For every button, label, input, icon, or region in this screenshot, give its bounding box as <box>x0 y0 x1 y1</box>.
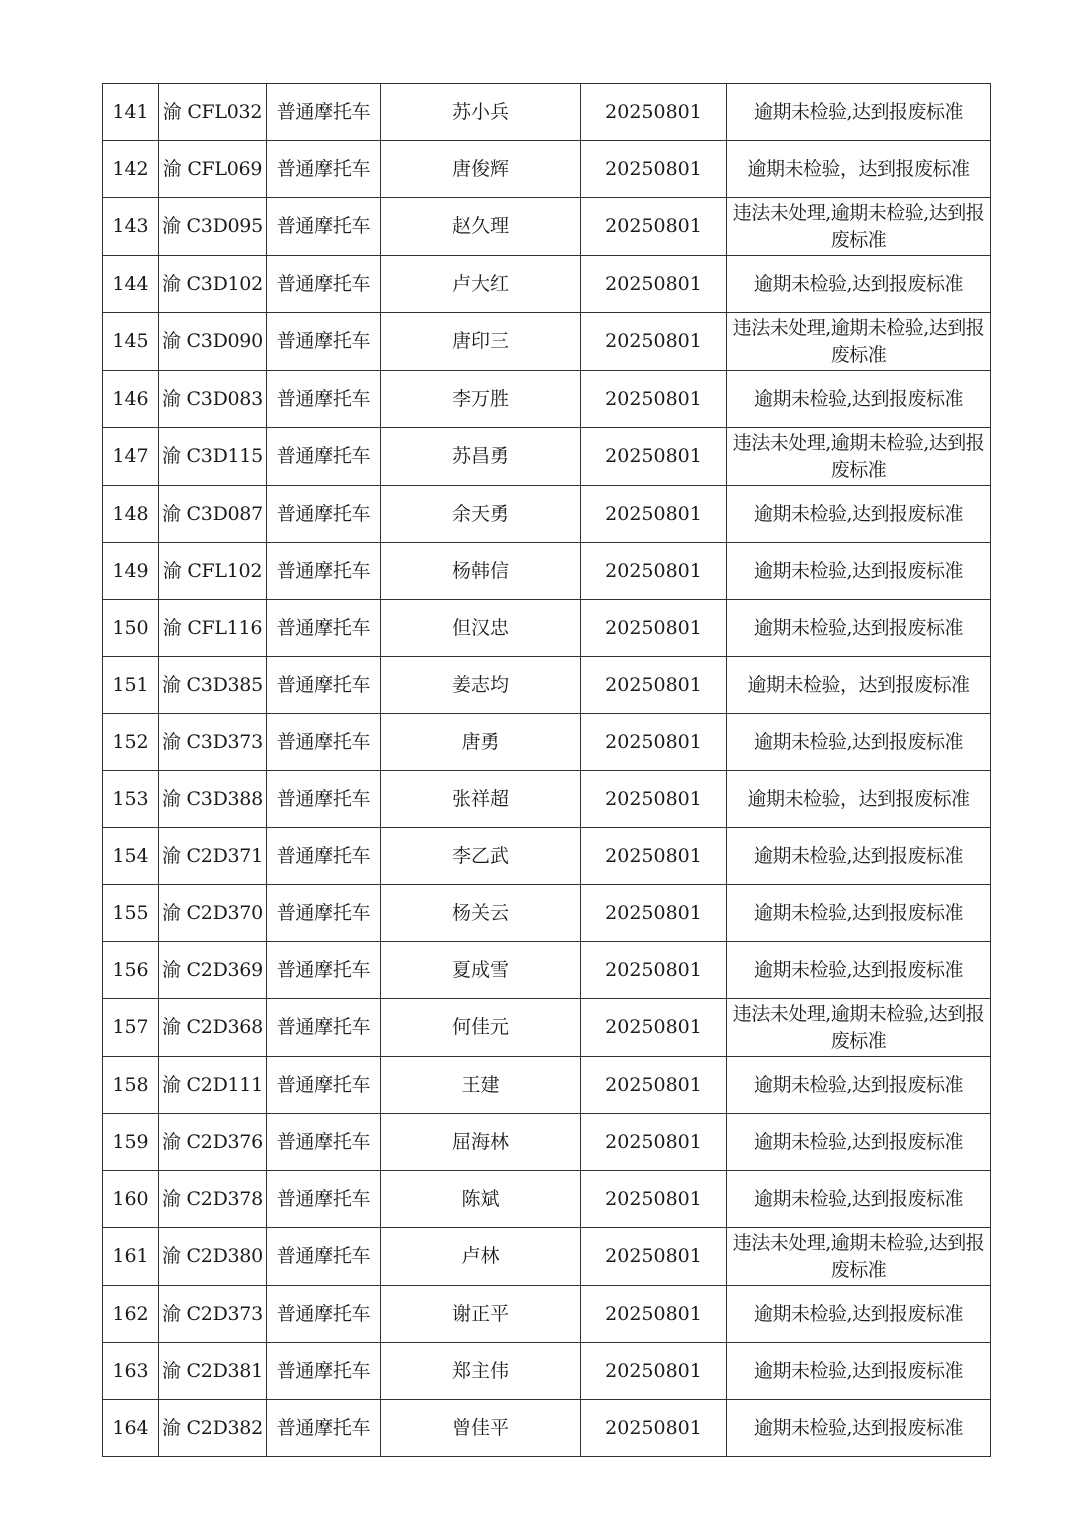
date-cell: 20250801 <box>581 428 727 486</box>
row-number-cell: 145 <box>103 313 159 371</box>
owner-name-cell: 谢正平 <box>381 1286 581 1343</box>
plate-number-cell: 渝 C2D370 <box>159 885 267 942</box>
reason-cell: 逾期未检验,达到报废标准 <box>727 1286 991 1343</box>
table-row <box>103 543 991 600</box>
reason-cell: 逾期未检验,达到报废标准 <box>727 714 991 771</box>
reason-cell: 逾期未检验,达到报废标准 <box>727 885 991 942</box>
row-number-cell: 143 <box>103 198 159 256</box>
owner-name-cell: 曾佳平 <box>381 1400 581 1457</box>
plate-number-cell: 渝 C3D388 <box>159 771 267 828</box>
owner-name-cell: 李万胜 <box>381 371 581 428</box>
vehicle-type-cell: 普通摩托车 <box>267 1400 381 1457</box>
reason-cell: 违法未处理,逾期未检验,达到报废标准 <box>727 1228 991 1286</box>
row-number-cell: 148 <box>103 486 159 543</box>
date-cell: 20250801 <box>581 828 727 885</box>
row-number-cell: 157 <box>103 999 159 1057</box>
row-number-cell: 164 <box>103 1400 159 1457</box>
vehicle-type-cell: 普通摩托车 <box>267 141 381 198</box>
table-row <box>103 256 991 313</box>
date-cell: 20250801 <box>581 84 727 141</box>
date-cell: 20250801 <box>581 942 727 999</box>
row-number-cell: 151 <box>103 657 159 714</box>
reason-cell: 逾期未检验，达到报废标准 <box>727 771 991 828</box>
reason-cell: 逾期未检验，达到报废标准 <box>727 141 991 198</box>
table-row <box>103 942 991 999</box>
date-cell: 20250801 <box>581 771 727 828</box>
plate-number-cell: 渝 C2D373 <box>159 1286 267 1343</box>
row-number-cell: 159 <box>103 1114 159 1171</box>
row-number-cell: 150 <box>103 600 159 657</box>
table-row <box>103 1171 991 1228</box>
vehicle-type-cell: 普通摩托车 <box>267 256 381 313</box>
vehicle-type-cell: 普通摩托车 <box>267 600 381 657</box>
table-row <box>103 714 991 771</box>
date-cell: 20250801 <box>581 198 727 256</box>
owner-name-cell: 卢大红 <box>381 256 581 313</box>
table-row <box>103 371 991 428</box>
date-cell: 20250801 <box>581 1228 727 1286</box>
date-cell: 20250801 <box>581 256 727 313</box>
plate-number-cell: 渝 C3D385 <box>159 657 267 714</box>
reason-cell: 逾期未检验,达到报废标准 <box>727 256 991 313</box>
reason-cell: 逾期未检验,达到报废标准 <box>727 1171 991 1228</box>
date-cell: 20250801 <box>581 999 727 1057</box>
row-number-cell: 161 <box>103 1228 159 1286</box>
row-number-cell: 158 <box>103 1057 159 1114</box>
vehicle-type-cell: 普通摩托车 <box>267 1057 381 1114</box>
vehicle-type-cell: 普通摩托车 <box>267 543 381 600</box>
plate-number-cell: 渝 C3D090 <box>159 313 267 371</box>
row-number-cell: 153 <box>103 771 159 828</box>
date-cell: 20250801 <box>581 1343 727 1400</box>
reason-cell: 逾期未检验,达到报废标准 <box>727 84 991 141</box>
owner-name-cell: 何佳元 <box>381 999 581 1057</box>
vehicle-type-cell: 普通摩托车 <box>267 1228 381 1286</box>
date-cell: 20250801 <box>581 1171 727 1228</box>
table-row <box>103 1114 991 1171</box>
owner-name-cell: 张祥超 <box>381 771 581 828</box>
row-number-cell: 142 <box>103 141 159 198</box>
vehicle-type-cell: 普通摩托车 <box>267 1343 381 1400</box>
owner-name-cell: 唐俊辉 <box>381 141 581 198</box>
table-row <box>103 141 991 198</box>
date-cell: 20250801 <box>581 313 727 371</box>
plate-number-cell: 渝 C3D095 <box>159 198 267 256</box>
plate-number-cell: 渝 C2D378 <box>159 1171 267 1228</box>
date-cell: 20250801 <box>581 600 727 657</box>
table-row <box>103 428 991 486</box>
reason-cell: 逾期未检验,达到报废标准 <box>727 543 991 600</box>
vehicle-type-cell: 普通摩托车 <box>267 999 381 1057</box>
plate-number-cell: 渝 CFL102 <box>159 543 267 600</box>
plate-number-cell: 渝 C2D111 <box>159 1057 267 1114</box>
date-cell: 20250801 <box>581 543 727 600</box>
vehicle-type-cell: 普通摩托车 <box>267 885 381 942</box>
date-cell: 20250801 <box>581 371 727 428</box>
owner-name-cell: 苏小兵 <box>381 84 581 141</box>
vehicle-type-cell: 普通摩托车 <box>267 486 381 543</box>
plate-number-cell: 渝 CFL069 <box>159 141 267 198</box>
row-number-cell: 162 <box>103 1286 159 1343</box>
plate-number-cell: 渝 CFL032 <box>159 84 267 141</box>
owner-name-cell: 余天勇 <box>381 486 581 543</box>
table-row <box>103 1286 991 1343</box>
owner-name-cell: 郑主伟 <box>381 1343 581 1400</box>
table-row <box>103 885 991 942</box>
reason-cell: 逾期未检验,达到报废标准 <box>727 486 991 543</box>
owner-name-cell: 唐勇 <box>381 714 581 771</box>
table-row <box>103 84 991 141</box>
plate-number-cell: 渝 C3D102 <box>159 256 267 313</box>
date-cell: 20250801 <box>581 1114 727 1171</box>
vehicle-type-cell: 普通摩托车 <box>267 828 381 885</box>
vehicle-type-cell: 普通摩托车 <box>267 428 381 486</box>
owner-name-cell: 李乙武 <box>381 828 581 885</box>
vehicle-type-cell: 普通摩托车 <box>267 1286 381 1343</box>
plate-number-cell: 渝 C2D369 <box>159 942 267 999</box>
reason-cell: 逾期未检验,达到报废标准 <box>727 942 991 999</box>
vehicle-type-cell: 普通摩托车 <box>267 714 381 771</box>
date-cell: 20250801 <box>581 1400 727 1457</box>
table-row <box>103 1343 991 1400</box>
row-number-cell: 149 <box>103 543 159 600</box>
row-number-cell: 144 <box>103 256 159 313</box>
row-number-cell: 146 <box>103 371 159 428</box>
owner-name-cell: 王建 <box>381 1057 581 1114</box>
plate-number-cell: 渝 C3D115 <box>159 428 267 486</box>
reason-cell: 逾期未检验，达到报废标准 <box>727 657 991 714</box>
table-row <box>103 1057 991 1114</box>
plate-number-cell: 渝 C3D087 <box>159 486 267 543</box>
table-body <box>103 84 991 1457</box>
table-row <box>103 1400 991 1457</box>
row-number-cell: 156 <box>103 942 159 999</box>
vehicle-type-cell: 普通摩托车 <box>267 313 381 371</box>
row-number-cell: 147 <box>103 428 159 486</box>
owner-name-cell: 苏昌勇 <box>381 428 581 486</box>
table-row <box>103 999 991 1057</box>
plate-number-cell: 渝 C2D371 <box>159 828 267 885</box>
vehicle-records-table <box>102 83 991 1457</box>
plate-number-cell: 渝 C2D382 <box>159 1400 267 1457</box>
date-cell: 20250801 <box>581 486 727 543</box>
owner-name-cell: 屈海林 <box>381 1114 581 1171</box>
date-cell: 20250801 <box>581 141 727 198</box>
reason-cell: 逾期未检验,达到报废标准 <box>727 828 991 885</box>
reason-cell: 逾期未检验,达到报废标准 <box>727 600 991 657</box>
plate-number-cell: 渝 C2D376 <box>159 1114 267 1171</box>
vehicle-type-cell: 普通摩托车 <box>267 1114 381 1171</box>
owner-name-cell: 但汉忠 <box>381 600 581 657</box>
date-cell: 20250801 <box>581 885 727 942</box>
row-number-cell: 155 <box>103 885 159 942</box>
plate-number-cell: 渝 C2D380 <box>159 1228 267 1286</box>
owner-name-cell: 卢林 <box>381 1228 581 1286</box>
owner-name-cell: 夏成雪 <box>381 942 581 999</box>
row-number-cell: 160 <box>103 1171 159 1228</box>
owner-name-cell: 杨韩信 <box>381 543 581 600</box>
reason-cell: 违法未处理,逾期未检验,达到报废标准 <box>727 198 991 256</box>
vehicle-type-cell: 普通摩托车 <box>267 657 381 714</box>
date-cell: 20250801 <box>581 714 727 771</box>
reason-cell: 逾期未检验,达到报废标准 <box>727 371 991 428</box>
plate-number-cell: 渝 C2D381 <box>159 1343 267 1400</box>
row-number-cell: 163 <box>103 1343 159 1400</box>
vehicle-type-cell: 普通摩托车 <box>267 84 381 141</box>
vehicle-type-cell: 普通摩托车 <box>267 198 381 256</box>
row-number-cell: 152 <box>103 714 159 771</box>
reason-cell: 逾期未检验,达到报废标准 <box>727 1343 991 1400</box>
reason-cell: 违法未处理,逾期未检验,达到报废标准 <box>727 428 991 486</box>
reason-cell: 逾期未检验,达到报废标准 <box>727 1057 991 1114</box>
vehicle-type-cell: 普通摩托车 <box>267 371 381 428</box>
table-row <box>103 198 991 256</box>
date-cell: 20250801 <box>581 1286 727 1343</box>
owner-name-cell: 陈斌 <box>381 1171 581 1228</box>
plate-number-cell: 渝 C2D368 <box>159 999 267 1057</box>
owner-name-cell: 唐印三 <box>381 313 581 371</box>
plate-number-cell: 渝 C3D083 <box>159 371 267 428</box>
row-number-cell: 154 <box>103 828 159 885</box>
table-row <box>103 657 991 714</box>
owner-name-cell: 姜志均 <box>381 657 581 714</box>
plate-number-cell: 渝 CFL116 <box>159 600 267 657</box>
table-row <box>103 1228 991 1286</box>
reason-cell: 违法未处理,逾期未检验,达到报废标准 <box>727 999 991 1057</box>
vehicle-type-cell: 普通摩托车 <box>267 942 381 999</box>
table-row <box>103 600 991 657</box>
reason-cell: 违法未处理,逾期未检验,达到报废标准 <box>727 313 991 371</box>
plate-number-cell: 渝 C3D373 <box>159 714 267 771</box>
table-row <box>103 771 991 828</box>
date-cell: 20250801 <box>581 657 727 714</box>
vehicle-type-cell: 普通摩托车 <box>267 1171 381 1228</box>
table-row <box>103 486 991 543</box>
owner-name-cell: 杨关云 <box>381 885 581 942</box>
date-cell: 20250801 <box>581 1057 727 1114</box>
row-number-cell: 141 <box>103 84 159 141</box>
owner-name-cell: 赵久理 <box>381 198 581 256</box>
vehicle-type-cell: 普通摩托车 <box>267 771 381 828</box>
table-row <box>103 828 991 885</box>
reason-cell: 逾期未检验,达到报废标准 <box>727 1400 991 1457</box>
reason-cell: 逾期未检验,达到报废标准 <box>727 1114 991 1171</box>
table-row <box>103 313 991 371</box>
